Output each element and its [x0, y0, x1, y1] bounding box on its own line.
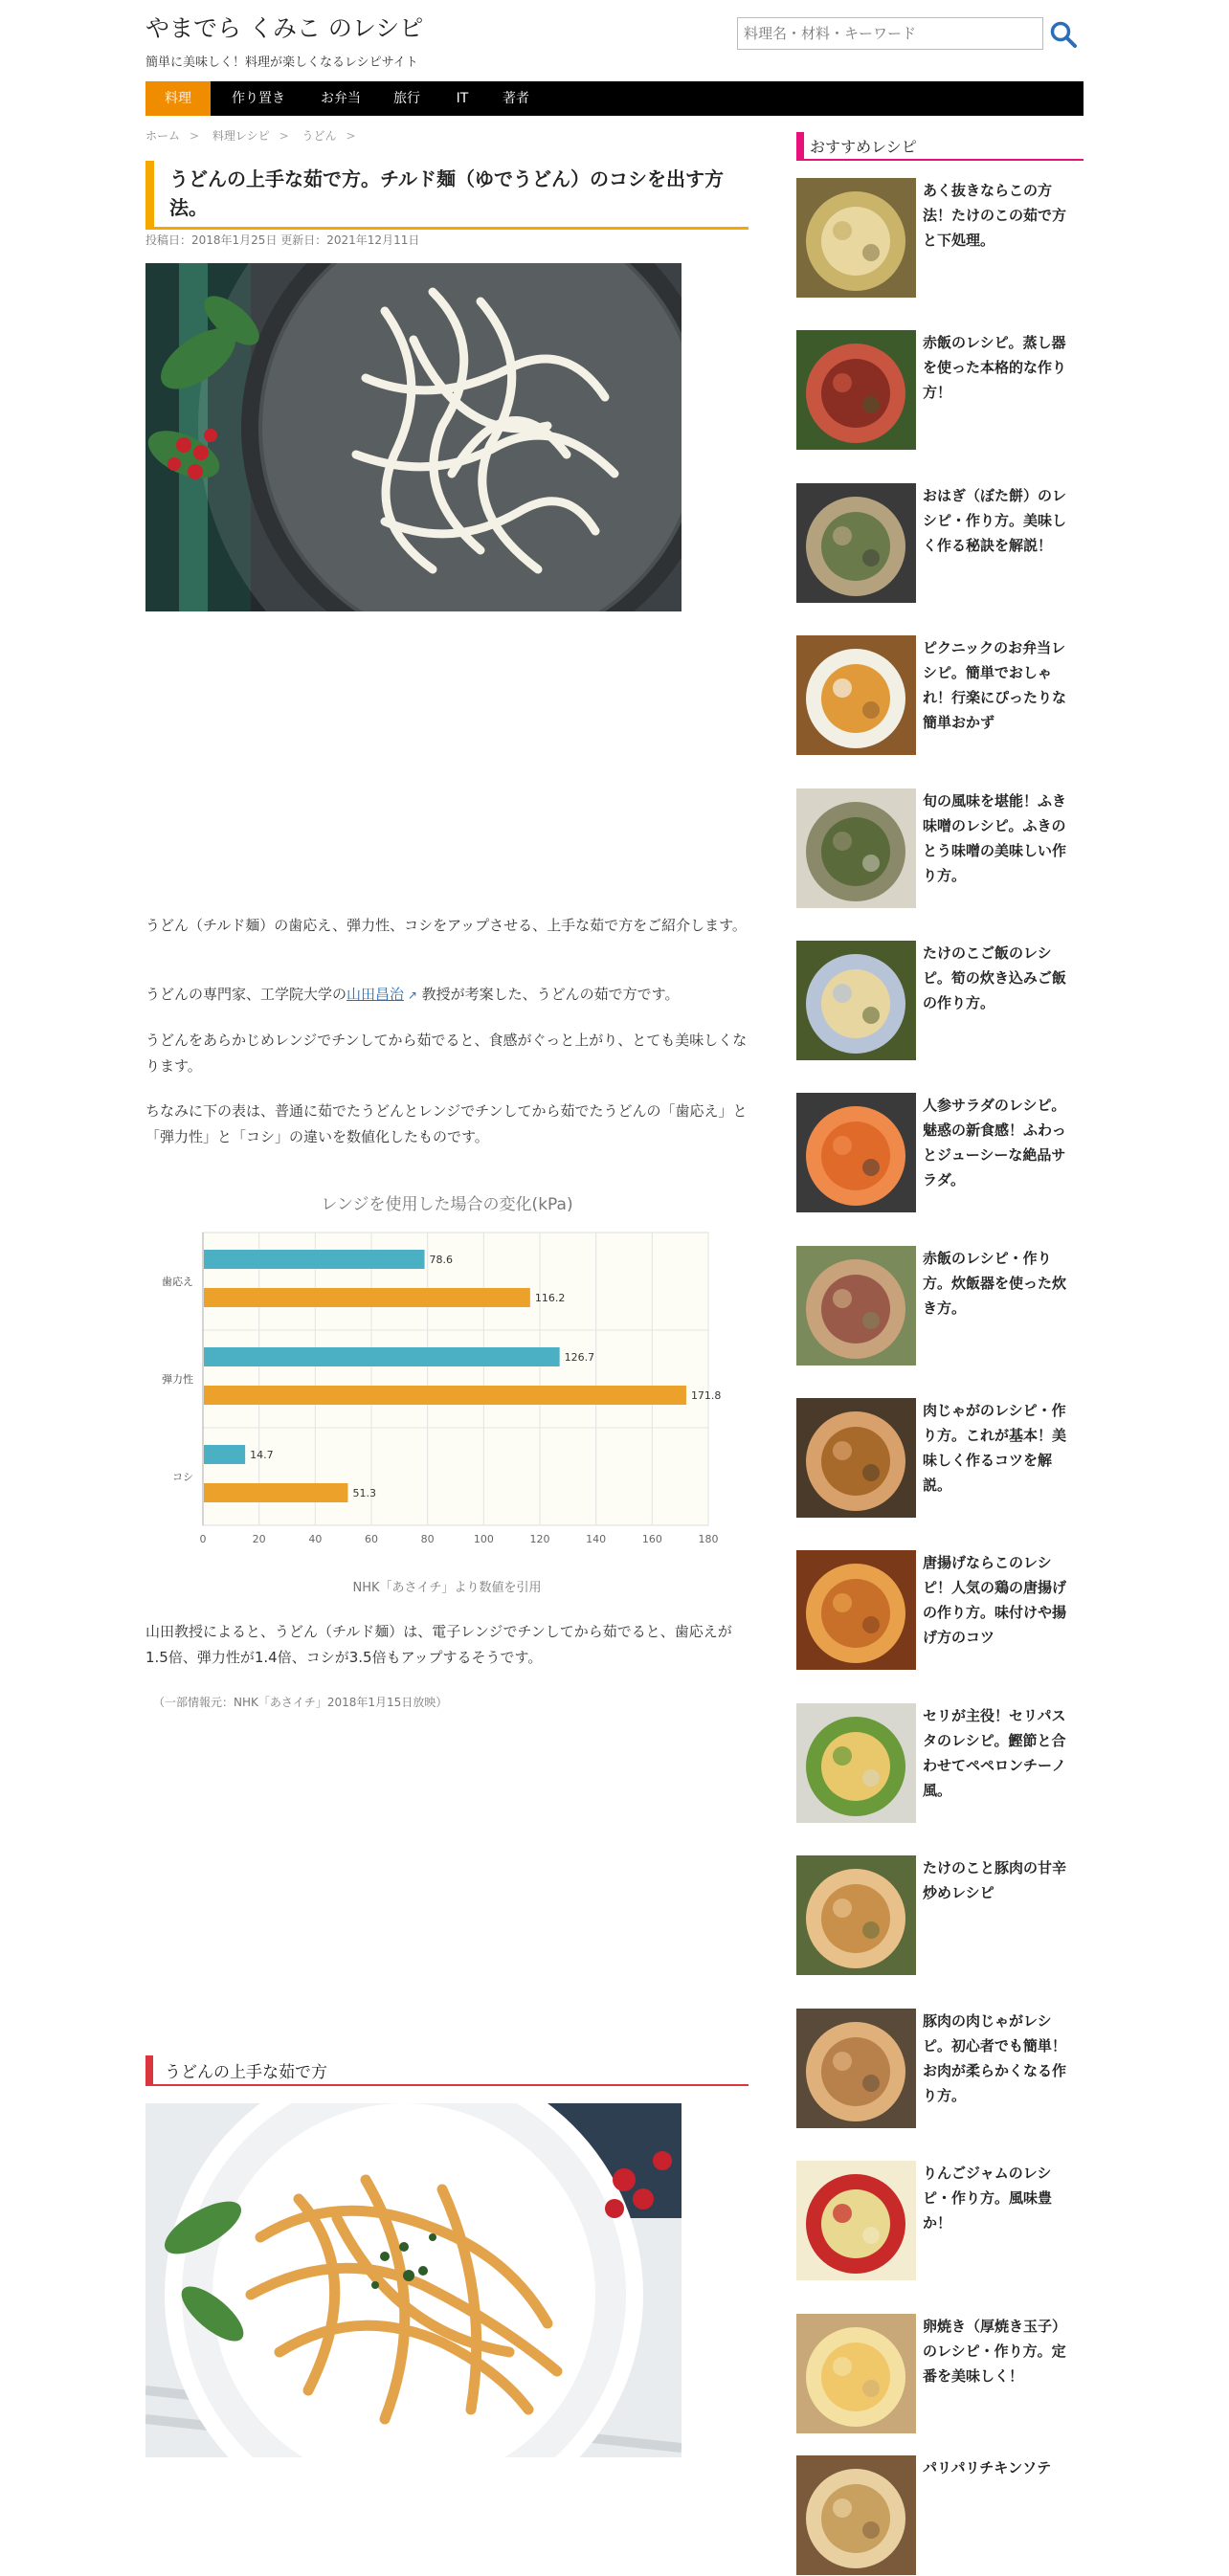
recipe-title[interactable]: あく抜きならこの方法！たけのこの茹で方と下処理。	[923, 182, 1067, 249]
recipe-thumbnail[interactable]	[796, 1398, 916, 1518]
recipe-title[interactable]: 旬の風味を堪能！ふき味噌のレシピ。ふきのとう味噌の美味しい作り方。	[923, 792, 1067, 884]
recipe-title[interactable]: たけのこと豚肉の甘辛炒めレシピ	[923, 1859, 1067, 1901]
recipe-title[interactable]: 赤飯のレシピ・作り方。炊飯器を使った炊き方。	[923, 1250, 1067, 1317]
recommended-item[interactable]	[796, 1093, 1084, 1213]
chart-title: レンジを使用した場合の変化(kPa)	[321, 1195, 573, 1214]
recipe-title[interactable]: 卵焼き（厚焼き玉子）のレシピ・作り方。定番を美味しく！	[923, 2318, 1067, 2385]
data-label: 116.2	[534, 1292, 566, 1304]
recommended-item[interactable]	[796, 1246, 1084, 1366]
microwave-paragraph: うどんをあらかじめレンジでチンしてから茹でると、食感がぐっと上がり、とても美味しくなります。	[145, 1032, 748, 1075]
recipe-title[interactable]: ピクニックのお弁当レシピ。簡単でおしゃれ！行楽にぴったりな簡単おかず	[923, 639, 1067, 731]
section-heading-text: うどんの上手な茹で方	[165, 2063, 327, 2082]
recommended-item[interactable]	[796, 483, 1084, 604]
nav-item-cooking[interactable]: 料理	[145, 81, 211, 116]
bar	[204, 1288, 530, 1307]
recipe-thumbnail[interactable]	[796, 788, 916, 908]
x-tick-label: 160	[641, 1533, 662, 1545]
recipe-title[interactable]: 赤飯のレシピ。蒸し器を使った本格的な作り方！	[923, 334, 1067, 401]
x-tick-label: 120	[529, 1533, 550, 1545]
udon-plate-photo	[145, 2103, 682, 2457]
data-label: 78.6	[429, 1254, 454, 1266]
recommended-item[interactable]	[796, 2314, 1084, 2434]
recommended-item[interactable]	[796, 1855, 1084, 1976]
breadcrumb-home[interactable]: ホーム	[145, 129, 181, 143]
recipe-thumbnail[interactable]	[796, 941, 916, 1060]
breadcrumb-udon[interactable]: うどん	[302, 129, 337, 143]
chart-caption: NHK「あさイチ」より数値を引用	[352, 1581, 542, 1595]
recipe-thumbnail[interactable]	[796, 483, 916, 603]
breadcrumb: ホーム > 料理レシピ > うどん >	[145, 129, 356, 143]
result-paragraph: 山田教授によると、うどん（チルド麺）は、電子レンジでチンしてから茹でると、歯応えが1.5倍、弾力性が1.4倍、コシが3.5倍もアップするそうです。	[145, 1623, 732, 1666]
post-date: 投稿日：2018年1月25日 更新日：2021年12月11日	[145, 233, 420, 247]
recipe-thumbnail[interactable]	[796, 178, 916, 298]
recommended-item[interactable]	[796, 2161, 1084, 2281]
recipe-thumbnail[interactable]	[796, 2314, 916, 2433]
bar	[204, 1445, 245, 1464]
nav-item-batch-cooking[interactable]: 作り置き	[232, 91, 285, 106]
bar	[204, 1483, 347, 1502]
data-label: 51.3	[352, 1487, 376, 1499]
sidebar-heading: おすすめレシピ	[810, 138, 917, 156]
category-label: 弾力性	[162, 1373, 193, 1386]
x-tick-label: 100	[473, 1533, 494, 1545]
x-tick-label: 140	[586, 1533, 607, 1545]
nav-item-author[interactable]: 著者	[503, 91, 529, 106]
recipe-thumbnail[interactable]	[796, 1246, 916, 1366]
recommended-item[interactable]	[796, 941, 1084, 1061]
sidebar-heading-box	[796, 132, 1084, 161]
bar	[204, 1386, 686, 1405]
x-tick-label: 0	[199, 1533, 207, 1545]
table-intro-paragraph: ちなみに下の表は、普通に茹でたうどんとレンジでチンしてから茹でたうどんの「歯応え」と「弾力性」と「コシ」の違いを数値化したものです。	[145, 1102, 748, 1145]
recipe-thumbnail[interactable]	[796, 330, 916, 450]
recommended-item[interactable]	[796, 1550, 1084, 1671]
recipe-thumbnail[interactable]	[796, 2009, 916, 2128]
article-title: うどんの上手な茹で方。チルド麺（ゆでうどん）のコシを出す方法。	[169, 167, 724, 219]
source-note: （一部情報元：NHK「あさイチ」2018年1月15日放映）	[153, 1696, 448, 1709]
nav-item-it[interactable]: IT	[456, 91, 469, 106]
recipe-thumbnail[interactable]	[796, 2161, 916, 2280]
x-tick-label: 20	[252, 1533, 266, 1545]
data-label: 126.7	[564, 1351, 595, 1364]
site-description: 簡単に美味しく！料理が楽しくなるレシピサイト	[145, 56, 418, 70]
professor-link[interactable]: 山田昌治	[346, 986, 405, 1003]
recipe-title[interactable]: りんごジャムのレシピ・作り方。風味豊か！	[923, 2165, 1053, 2232]
recommended-item[interactable]	[796, 2009, 1084, 2129]
udon-boiling-photo	[145, 263, 682, 611]
recipe-thumbnail[interactable]	[796, 1550, 916, 1670]
nav-item-travel[interactable]: 旅行	[393, 91, 420, 106]
recipe-title[interactable]: パリパリチキンソテ	[923, 2459, 1052, 2476]
section-heading	[145, 2055, 749, 2086]
recipe-thumbnail[interactable]	[796, 635, 916, 755]
recipe-thumbnail[interactable]	[796, 1093, 916, 1212]
recipe-title[interactable]: 人参サラダのレシピ。魅惑の新食感！ふわっとジューシーな絶品サラダ。	[923, 1097, 1066, 1188]
bar	[204, 1347, 560, 1366]
nav-item-bento[interactable]: お弁当	[321, 91, 361, 106]
recommended-item[interactable]	[796, 635, 1084, 756]
main-nav	[145, 81, 1084, 116]
recipe-title[interactable]: おはぎ（ぼた餅）のレシピ・作り方。美味しく作る秘訣を解説！	[923, 487, 1067, 554]
recipe-title[interactable]: 肉じゃがのレシピ・作り方。これが基本！美味しく作るコツを解説。	[923, 1402, 1067, 1494]
recommended-item[interactable]	[796, 788, 1084, 909]
professor-text-before: うどんの専門家、工学院大学の	[145, 986, 347, 1003]
intro-paragraph: うどん（チルド麺）の歯応え、弾力性、コシをアップさせる、上手な茹で方をご紹介します。	[145, 917, 747, 934]
recipe-thumbnail[interactable]	[796, 1855, 916, 1975]
search-input[interactable]	[737, 17, 1043, 50]
bar	[204, 1250, 425, 1269]
recipe-title[interactable]: 唐揚げならこのレシピ！人気の鶏の唐揚げの作り方。味付けや揚げ方のコツ	[923, 1554, 1067, 1646]
kpa-chart-svg	[145, 1187, 749, 1579]
recipe-thumbnail[interactable]	[796, 2455, 916, 2575]
x-tick-label: 180	[698, 1533, 719, 1545]
professor-text-after: 教授が考案した、うどんの茹で方です。	[416, 986, 680, 1003]
recommended-item[interactable]	[796, 178, 1084, 299]
category-label: 歯応え	[162, 1276, 193, 1288]
recipe-thumbnail[interactable]	[796, 1703, 916, 1823]
recipe-title[interactable]: セリが主役！セリパスタのレシピ。鰹節と合わせてペペロンチーノ風。	[923, 1707, 1066, 1799]
recommended-item[interactable]	[796, 2455, 1084, 2576]
site-title[interactable]: やまでら くみこ のレシピ	[145, 14, 424, 42]
external-link-icon: ↗	[404, 988, 417, 1002]
x-tick-label: 40	[308, 1533, 323, 1545]
recommended-item[interactable]	[796, 1398, 1084, 1519]
data-label: 14.7	[250, 1449, 274, 1461]
data-label: 171.8	[690, 1389, 722, 1402]
x-tick-label: 60	[365, 1533, 378, 1545]
chart-plot-area	[203, 1232, 708, 1525]
article-title-box	[145, 161, 749, 230]
professor-paragraph	[145, 982, 749, 1009]
x-tick-label: 80	[420, 1533, 435, 1545]
breadcrumb-recipes[interactable]: 料理レシピ	[212, 129, 270, 143]
kpa-chart	[145, 1187, 749, 1598]
recipe-title[interactable]: たけのこご飯のレシピ。筍の炊き込みご飯の作り方。	[923, 944, 1066, 1011]
search-icon[interactable]	[1048, 19, 1079, 50]
category-label: コシ	[172, 1471, 193, 1483]
recipe-title[interactable]: 豚肉の肉じゃがレシピ。初心者でも簡単！お肉が柔らかくなる作り方。	[923, 2012, 1067, 2104]
recommended-item[interactable]	[796, 330, 1084, 451]
recommended-item[interactable]	[796, 1703, 1084, 1824]
